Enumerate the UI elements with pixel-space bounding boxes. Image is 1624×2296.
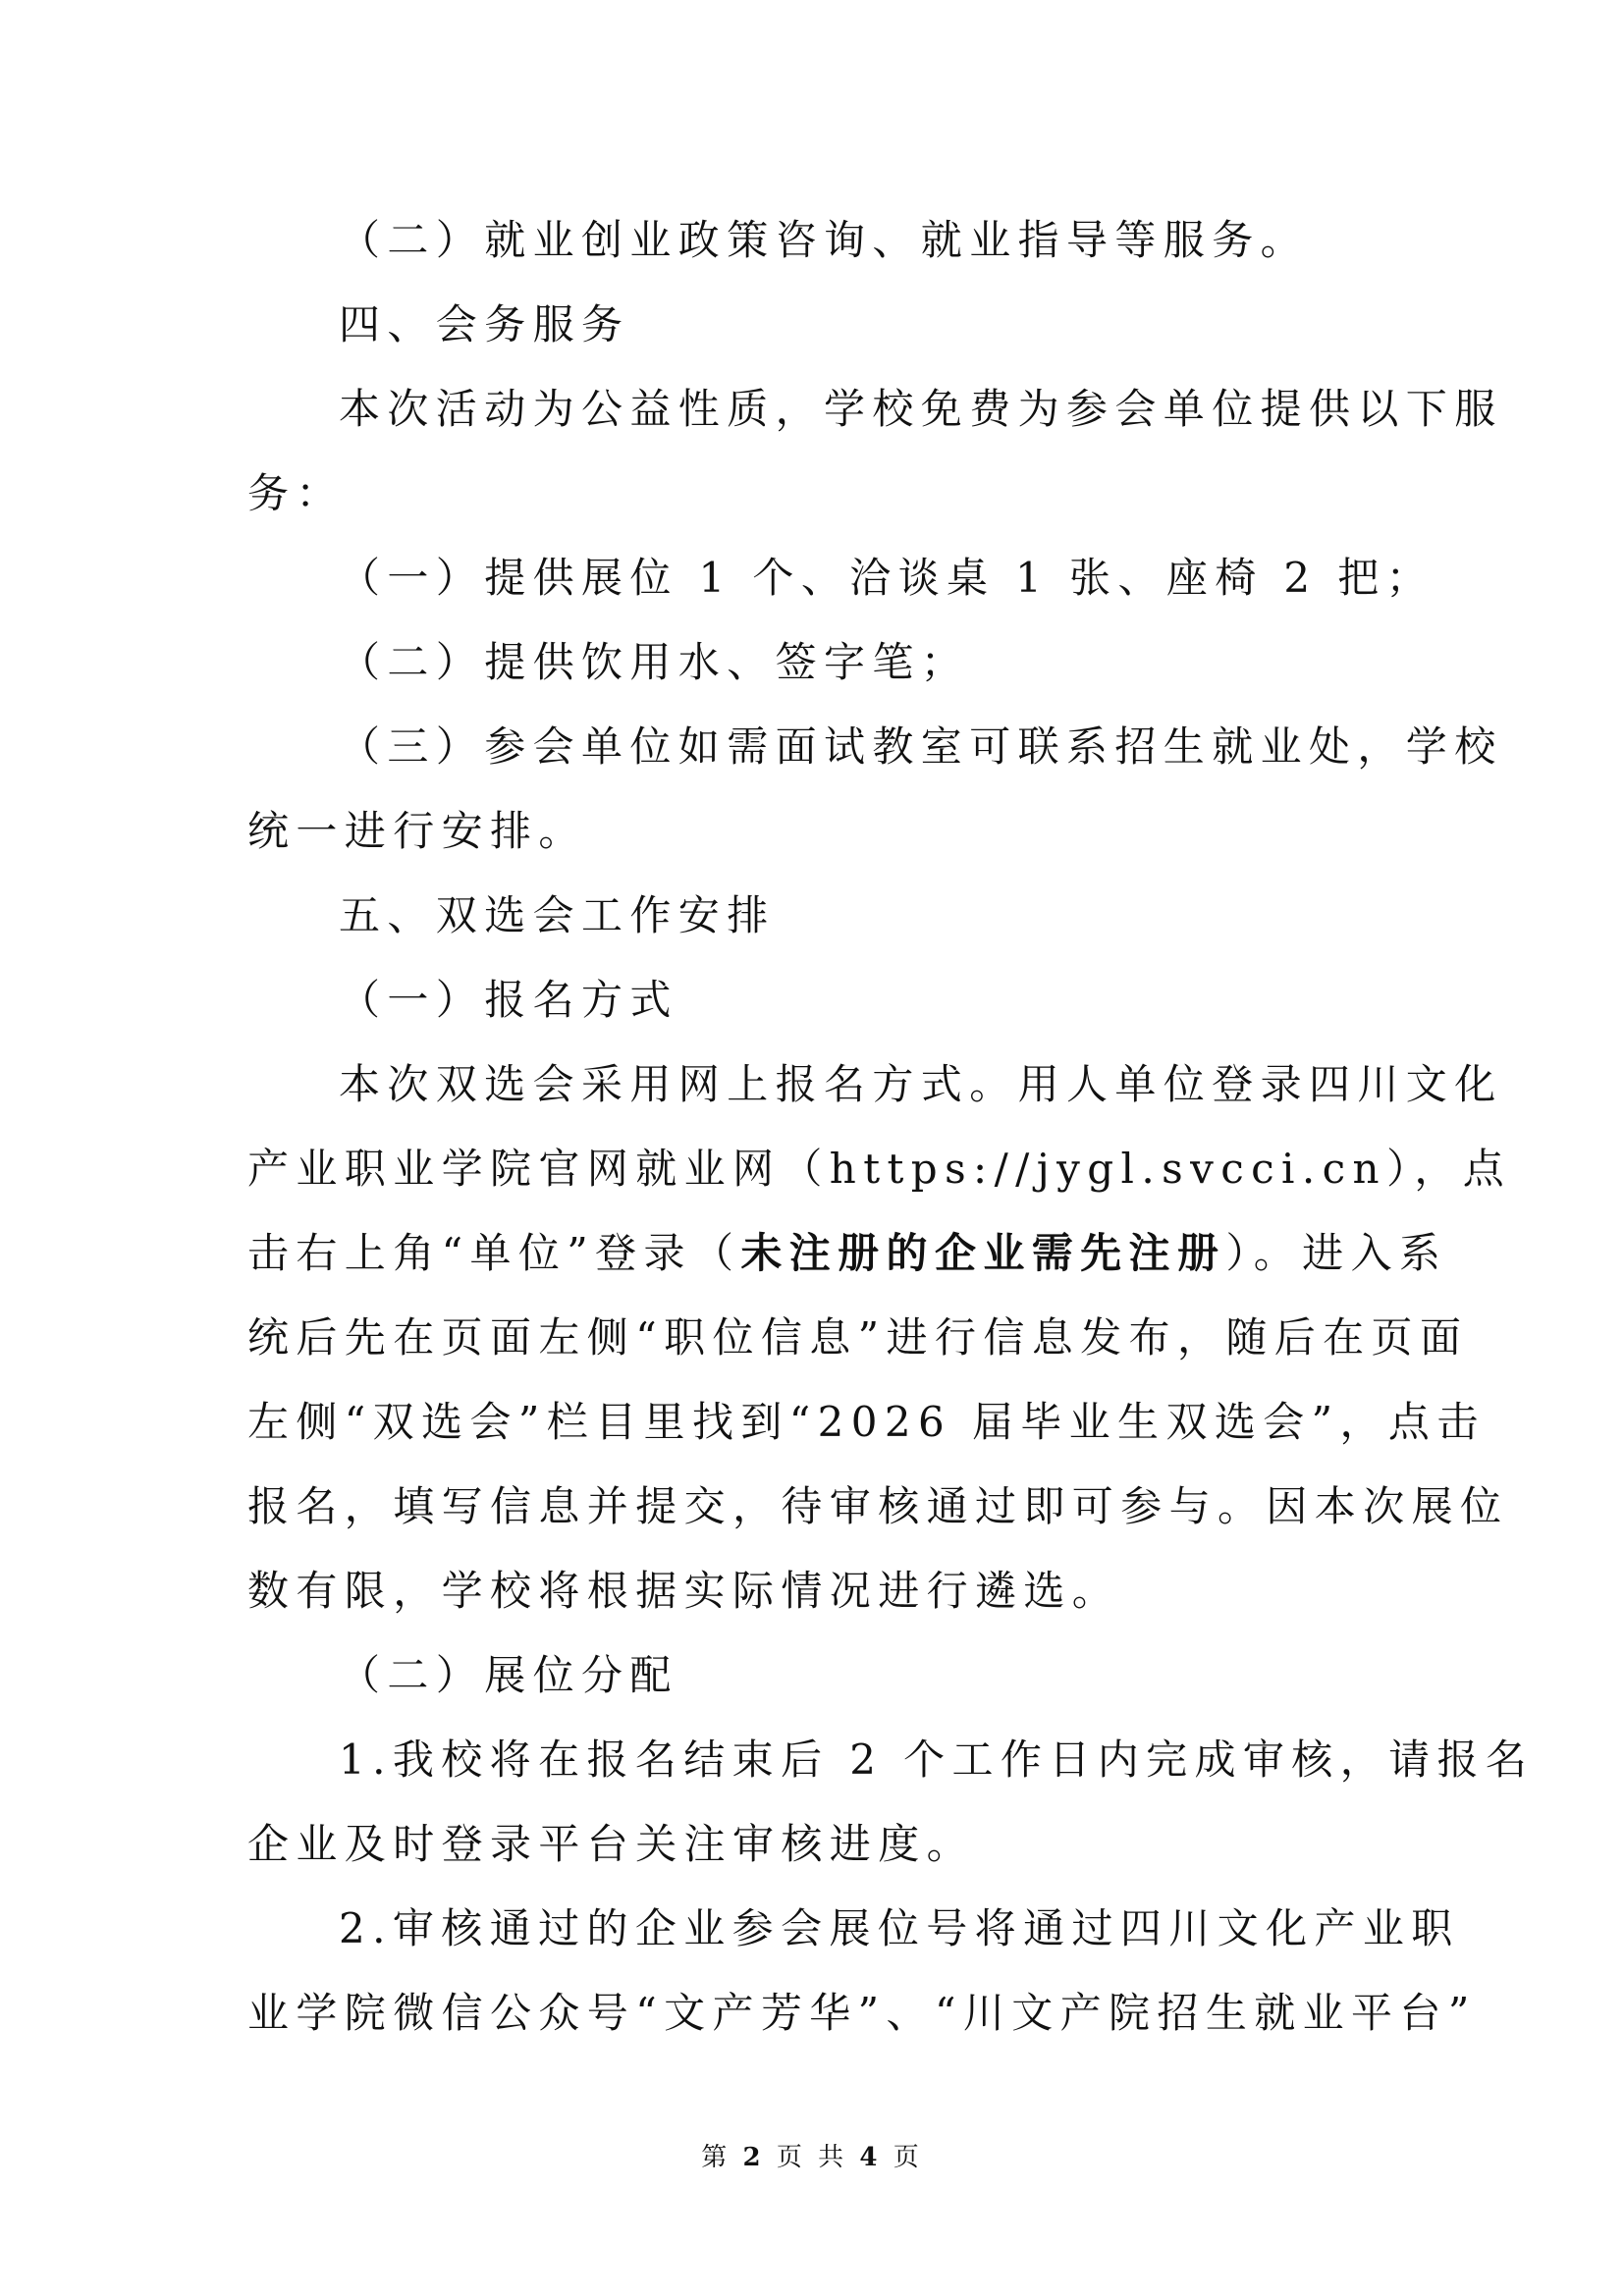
- page-number-footer: [0, 2140, 1624, 2175]
- footer-suffix: 页: [893, 2143, 923, 2172]
- paragraph-line: 企业及时登录平台关注审核进度。: [247, 1820, 976, 1868]
- paragraph-line: 业学院微信公众号“文产芳华”、“川文产院招生就业平台”: [247, 1989, 1477, 2037]
- paragraph-line: 产业职业学院官网就业网（https://jygl.svcci.cn），点: [247, 1145, 1512, 1193]
- total-page-number: 4: [859, 2143, 882, 2172]
- list-item: （三）参会单位如需面试教室可联系招生就业处，学校: [339, 722, 1503, 771]
- paragraph-line: 统一进行安排。: [247, 807, 587, 855]
- paragraph-line: 本次活动为公益性质，学校免费为参会单位提供以下服: [339, 385, 1503, 433]
- paragraph-line: [247, 1224, 1448, 1283]
- line-text-before: 击右上角“单位”登录（: [247, 1229, 741, 1277]
- paragraph-line: （二）就业创业政策咨询、就业指导等服务。: [339, 216, 1310, 264]
- paragraph-line: 2.审核通过的企业参会展位号将通过四川文化产业职: [339, 1904, 1460, 1952]
- paragraph-line: 数有限，学校将根据实际情况进行遴选。: [247, 1567, 1121, 1615]
- section-heading: 四、会务服务: [339, 300, 630, 348]
- paragraph-line: 务：: [247, 469, 345, 517]
- list-item: （一）提供展位 1 个、洽谈桌 1 张、座椅 2 把；: [339, 554, 1435, 602]
- paragraph-line: 1.我校将在报名结束后 2 个工作日内完成审核，请报名: [339, 1735, 1535, 1784]
- paragraph-line: 本次双选会采用网上报名方式。用人单位登录四川文化: [339, 1060, 1503, 1108]
- paragraph-line: 统后先在页面左侧“职位信息”进行信息发布，随后在页面: [247, 1313, 1469, 1362]
- list-item: （二）提供饮用水、签字笔；: [339, 638, 970, 686]
- register-note-bold: 未注册的企业需先注册: [740, 1229, 1226, 1277]
- subsection-heading: （一）报名方式: [339, 976, 678, 1024]
- current-page-number: 2: [742, 2143, 765, 2172]
- line-text-after: ）。进入系: [1225, 1229, 1448, 1277]
- paragraph-line: 报名，填写信息并提交，待审核通过即可参与。因本次展位: [247, 1482, 1509, 1530]
- section-heading: 五、双选会工作安排: [339, 891, 776, 939]
- subsection-heading: （二）展位分配: [339, 1651, 678, 1699]
- paragraph-line: 左侧“双选会”栏目里找到“2026 届毕业生双选会”，点击: [247, 1398, 1486, 1446]
- footer-middle: 页 共: [776, 2143, 848, 2172]
- footer-prefix: 第: [701, 2143, 731, 2172]
